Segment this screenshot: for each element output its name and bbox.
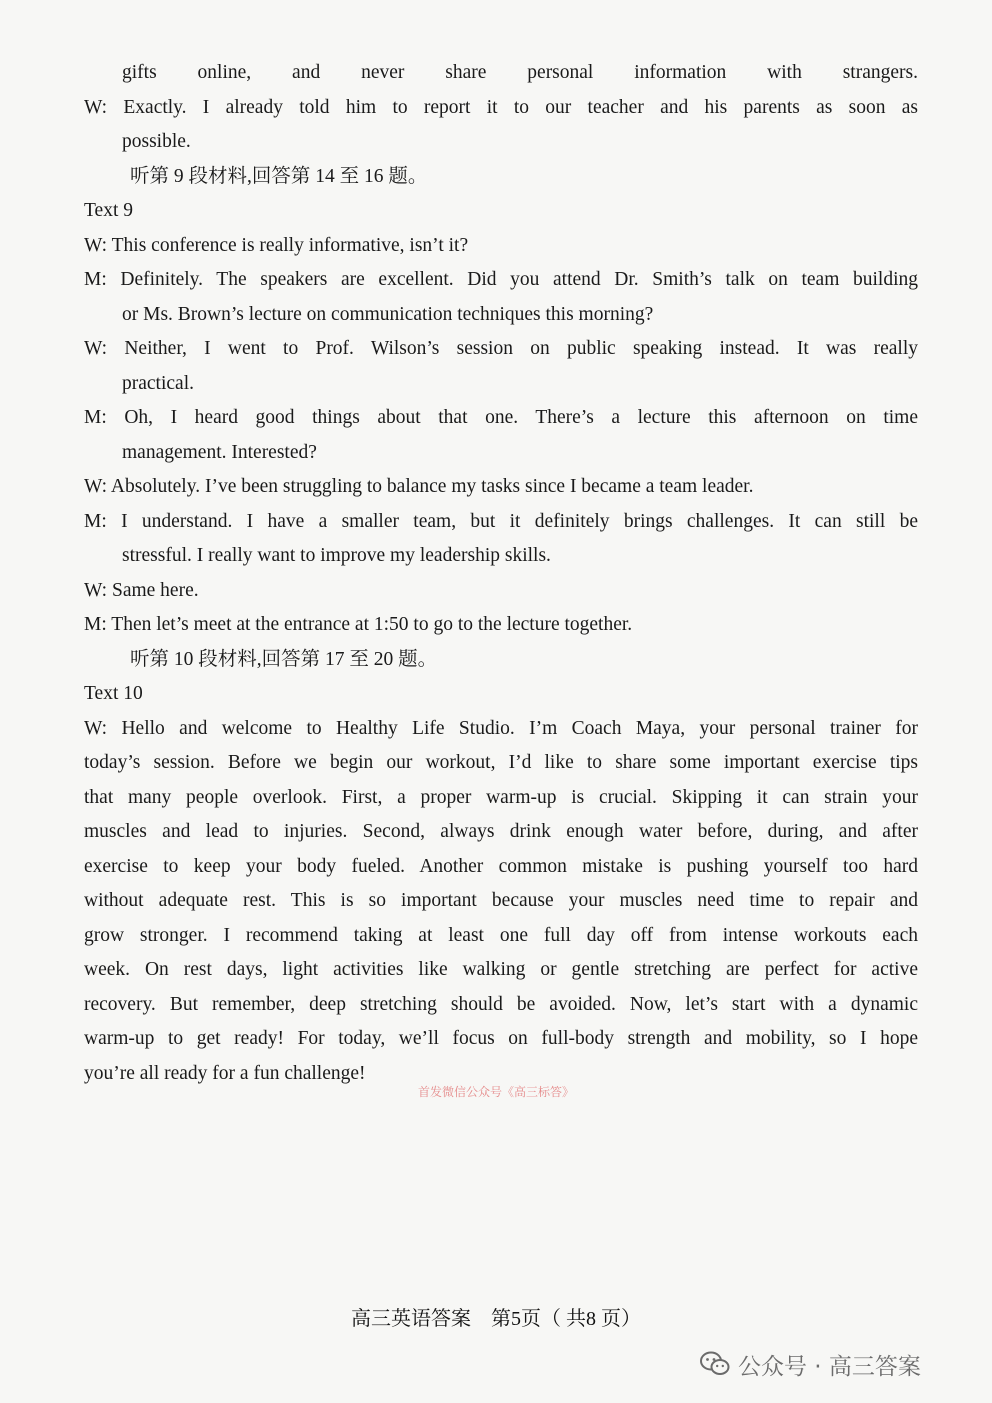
transcript-line: M: Then let’s meet at the entrance at 1:50 to go to the lecture together. — [84, 614, 633, 635]
transcript-line: M: Definitely. The speakers are excellent. Did you attend Dr. Smith’s talk on team building — [84, 269, 918, 290]
transcript-line: W: Neither, I went to Prof. Wilson’s session on public speaking instead. It was really — [84, 338, 918, 359]
transcript-line: grow stronger. I recommend taking at least one full day off from intense workouts each — [84, 924, 918, 946]
transcript-line: W: Same here. — [84, 579, 199, 601]
transcript-line: practical. — [122, 372, 194, 394]
transcript-line: or Ms. Brown’s lecture on communication techniques this morning? — [122, 303, 654, 325]
transcript-line: W: This conference is really informative, isn’t it? — [84, 234, 469, 256]
transcript-line: M: Oh, I heard good things about that one. There’s a lecture this afternoon on time — [84, 407, 918, 428]
transcript-line: gifts online, and never share personal information with strangers. — [122, 62, 918, 83]
transcript-line: management. Interested? — [122, 441, 317, 463]
transcript-body — [84, 56, 918, 1091]
transcript-line: warm-up to get ready! For today, we’ll focus on full-body strength and mobility, so I hope — [84, 1028, 918, 1049]
transcript-line: that many people overlook. First, a proper warm-up is crucial. Skipping it can strain your — [84, 786, 918, 808]
transcript-line: without adequate rest. This is so important because your muscles need time to repair and — [84, 890, 918, 911]
transcript-line: stressful. I really want to improve my leadership skills. — [122, 545, 551, 566]
transcript-line: M: I understand. I have a smaller team, but it definitely brings challenges. It can still be — [84, 510, 918, 532]
transcript-line: W: Exactly. I already told him to report it to our teacher and his parents as soon as — [84, 96, 918, 118]
transcript-line: exercise to keep your body fueled. Another common mistake is pushing yourself too hard — [84, 855, 918, 877]
transcript-line: you’re all ready for a fun challenge! — [84, 1062, 366, 1084]
transcript-line: muscles and lead to injuries. Second, always drink enough water before, during, and after — [84, 821, 918, 842]
transcript-line: week. On rest days, light activities like walking or gentle stretching are perfect for active — [84, 959, 918, 980]
transcript-line: today’s session. Before we begin our workout, I’d like to share some important exercise tips — [84, 752, 918, 773]
transcript-line: W: Absolutely. I’ve been struggling to balance my tasks since I became a team leader. — [84, 476, 754, 497]
text-label: Text 10 — [84, 683, 143, 704]
transcript-line: recovery. But remember, deep stretching should be avoided. Now, let’s start with a dynamic — [84, 993, 918, 1015]
wechat-icon — [700, 1351, 730, 1377]
watermark-text: 首发微信公众号《高三标答》 — [417, 1085, 574, 1099]
page-footer: 高三英语答案 第5页（ 共8 页） — [351, 1308, 641, 1330]
account-label: 公众号 · 高三答案 — [738, 1353, 921, 1380]
transcript-line: possible. — [122, 131, 191, 152]
wechat-account-badge — [700, 1346, 970, 1382]
section-heading: 听第 9 段材料,回答第 14 至 16 题。 — [130, 165, 428, 187]
transcript-line: W: Hello and welcome to Healthy Life Studio. I’m Coach Maya, your personal trainer for — [84, 717, 918, 739]
section-heading: 听第 10 段材料,回答第 17 至 20 题。 — [130, 648, 438, 670]
text-label: Text 9 — [84, 200, 133, 221]
